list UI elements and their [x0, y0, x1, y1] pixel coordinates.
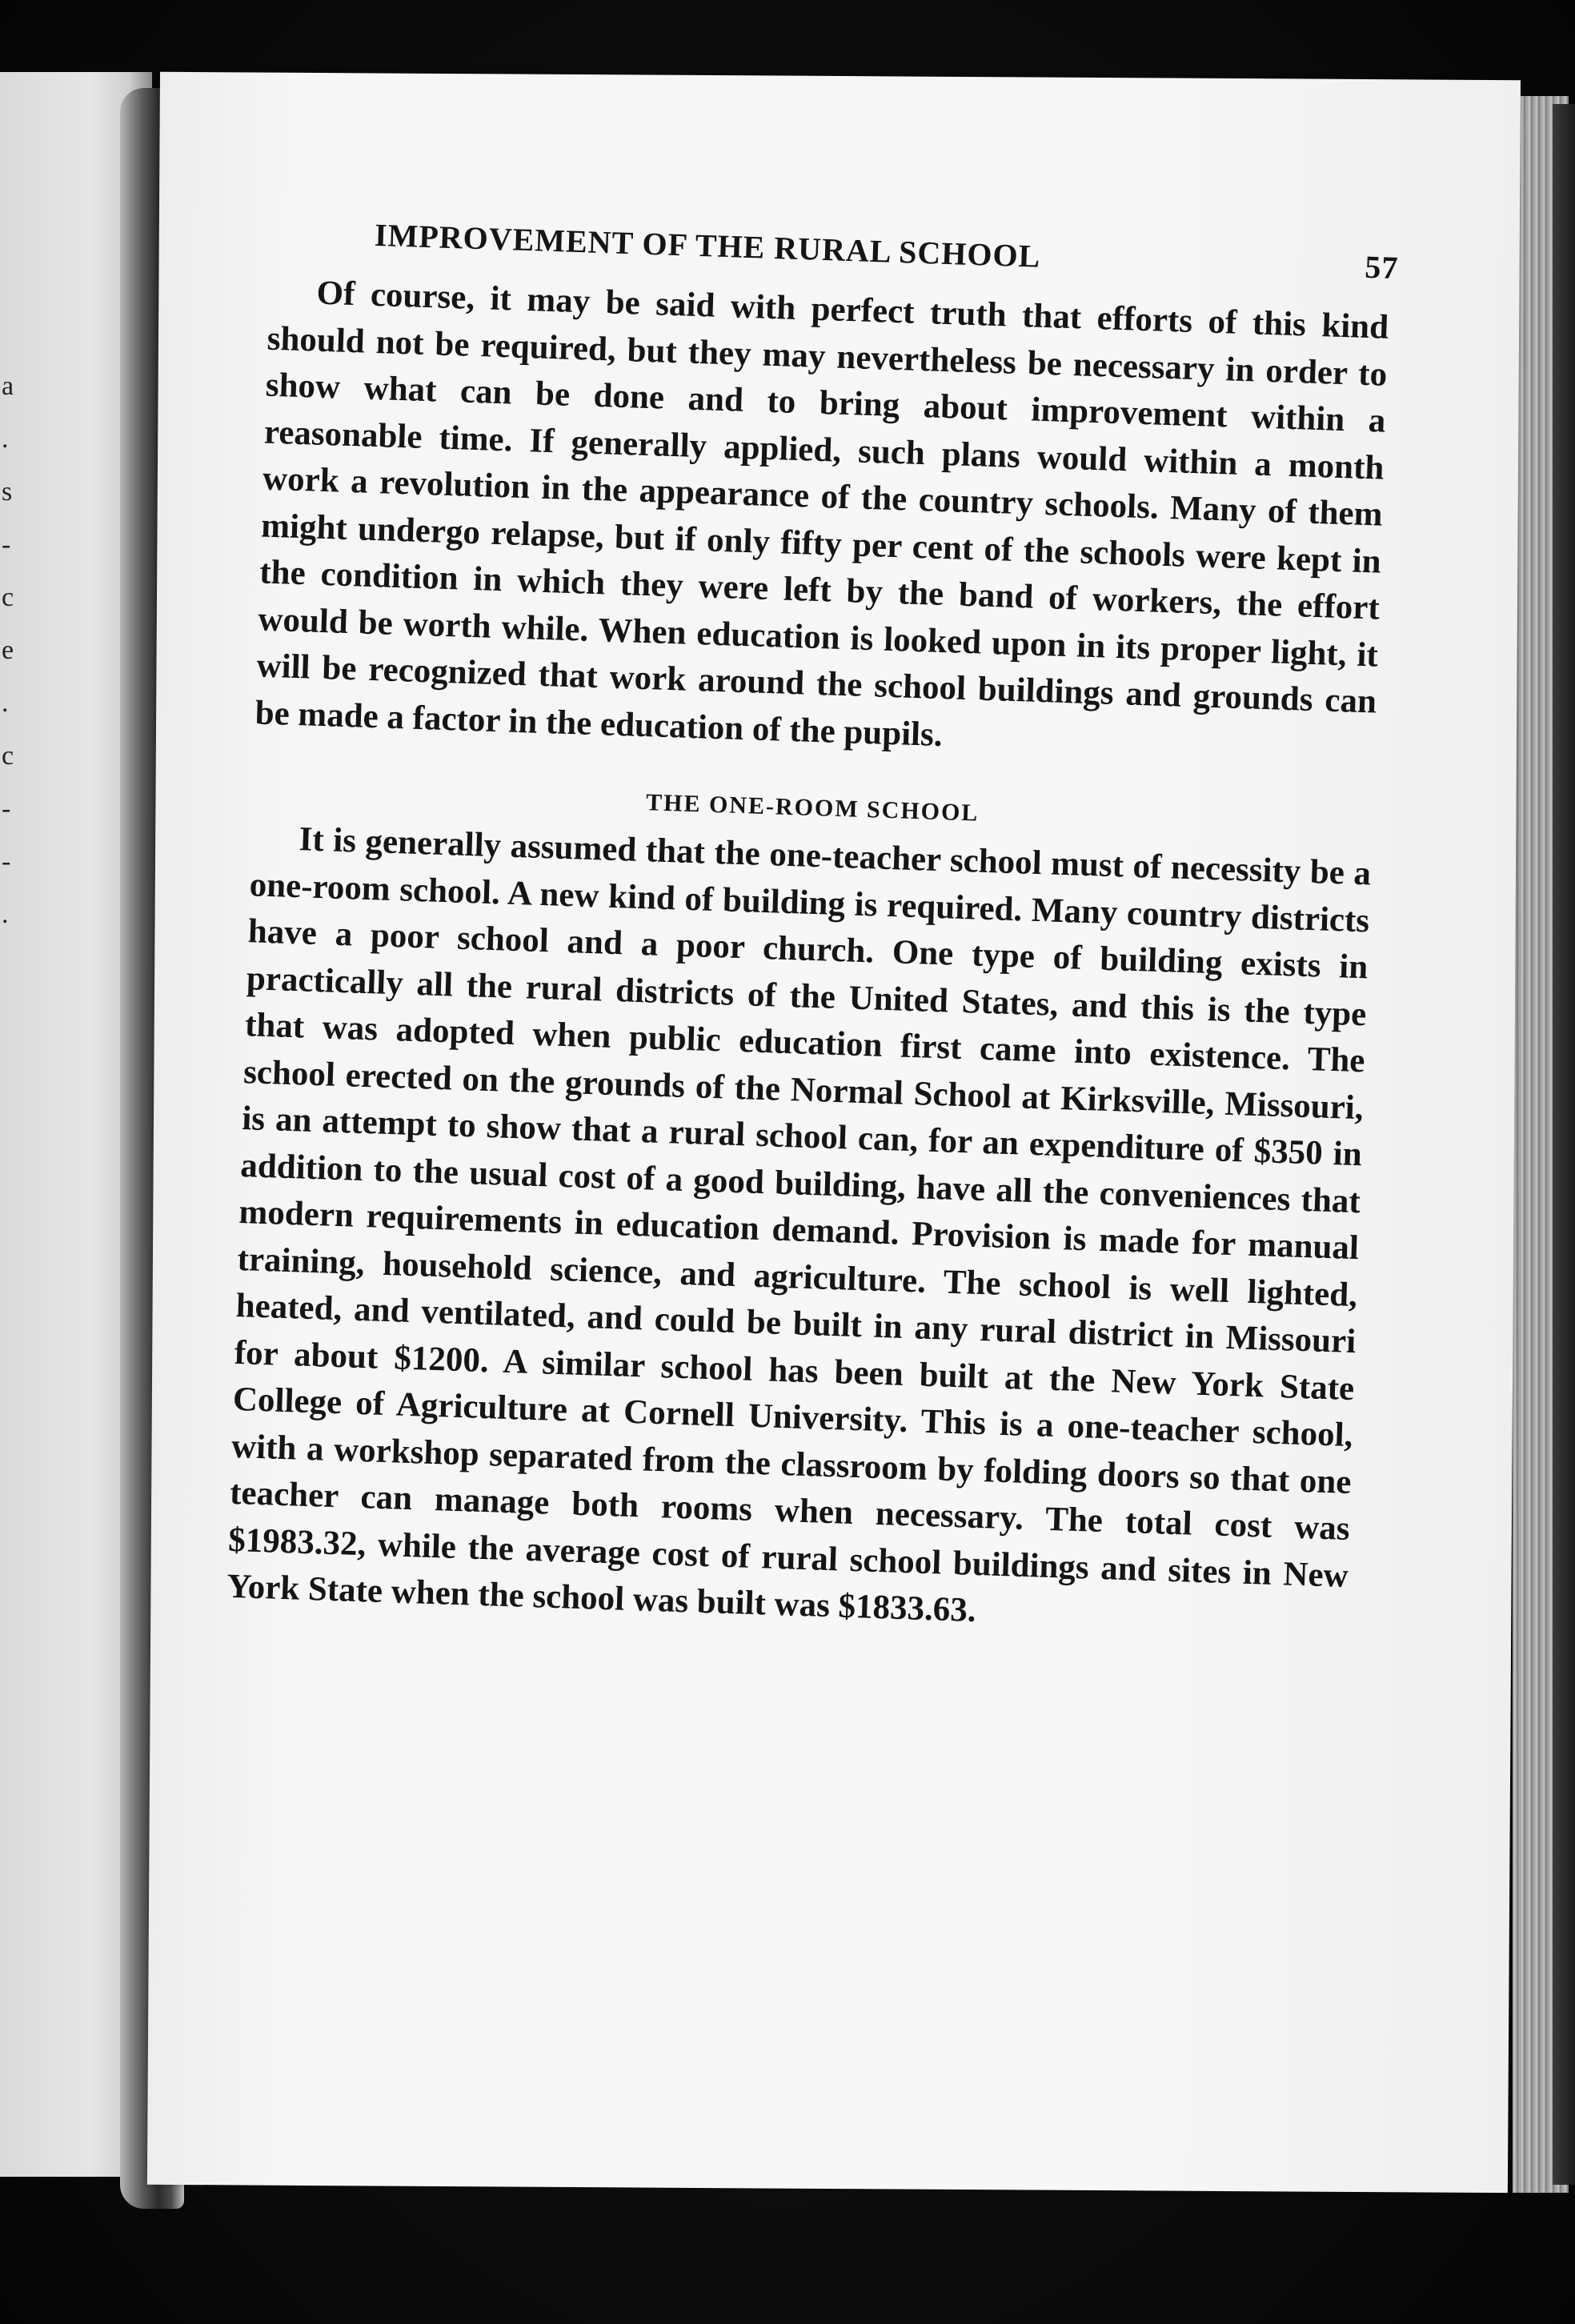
page-number: 57: [1364, 248, 1400, 286]
cover-edge: [1553, 104, 1575, 2185]
running-head-title: IMPROVEMENT OF THE RURAL SCHOOL: [374, 216, 1042, 274]
section-heading: THE ONE-ROOM SCHOOL: [645, 789, 980, 827]
text-block: [226, 213, 1400, 1647]
right-page: [147, 72, 1521, 2193]
section-paragraph: It is generally assumed that the one-teacher school must of necessity be a one-room school. A new kind of building is required. Many country districts have a poor school and a poor church. One type of building exists in practically all the rural districts of the United States, and this is the type that was adopted when public education first came into existence. The school erected on the grounds of the Normal School at Kirksville, Missouri, is an attempt to show that a rural school can, for an expenditure of $350 in addition to the usual cost of a good building, have all the conveniences that modern requirements in education demand. Provision is made for manual training, household science, and agriculture. The school is well lighted, heated, and ventilated, and could be built in any rural district in Missouri for about $1200. A similar school has been built at the New York State College of Agriculture at Cornell University. This is a one-teacher school, with a workshop separated from the classroom by folding doors so that one teacher can manage both rooms when necessary. The total cost was $1983.32, while the average cost of rural school buildings and sites in New York State when the school was built was $1833.63.: [226, 820, 1372, 1629]
paragraph-1: Of course, it may be said with perfect truth that efforts of this kind should not be required, but they may nevertheless be necessary in order to show what can be done and to bring about improvement within a reasonable time. If generally applied, such plans would within a month work a revolution in the appearance of the country schools. Many of them might undergo relapse, but if only fifty per cent of the schools were kept in the condition in which they were left by the band of workers, the effort would be worth while. When education is looked upon in its proper light, it will be recognized that work around the school buildings and grounds can be made a factor in the education of the pupils.: [254, 274, 1389, 754]
left-page-edge-text: a . s - c e . c - - .: [2, 371, 14, 929]
